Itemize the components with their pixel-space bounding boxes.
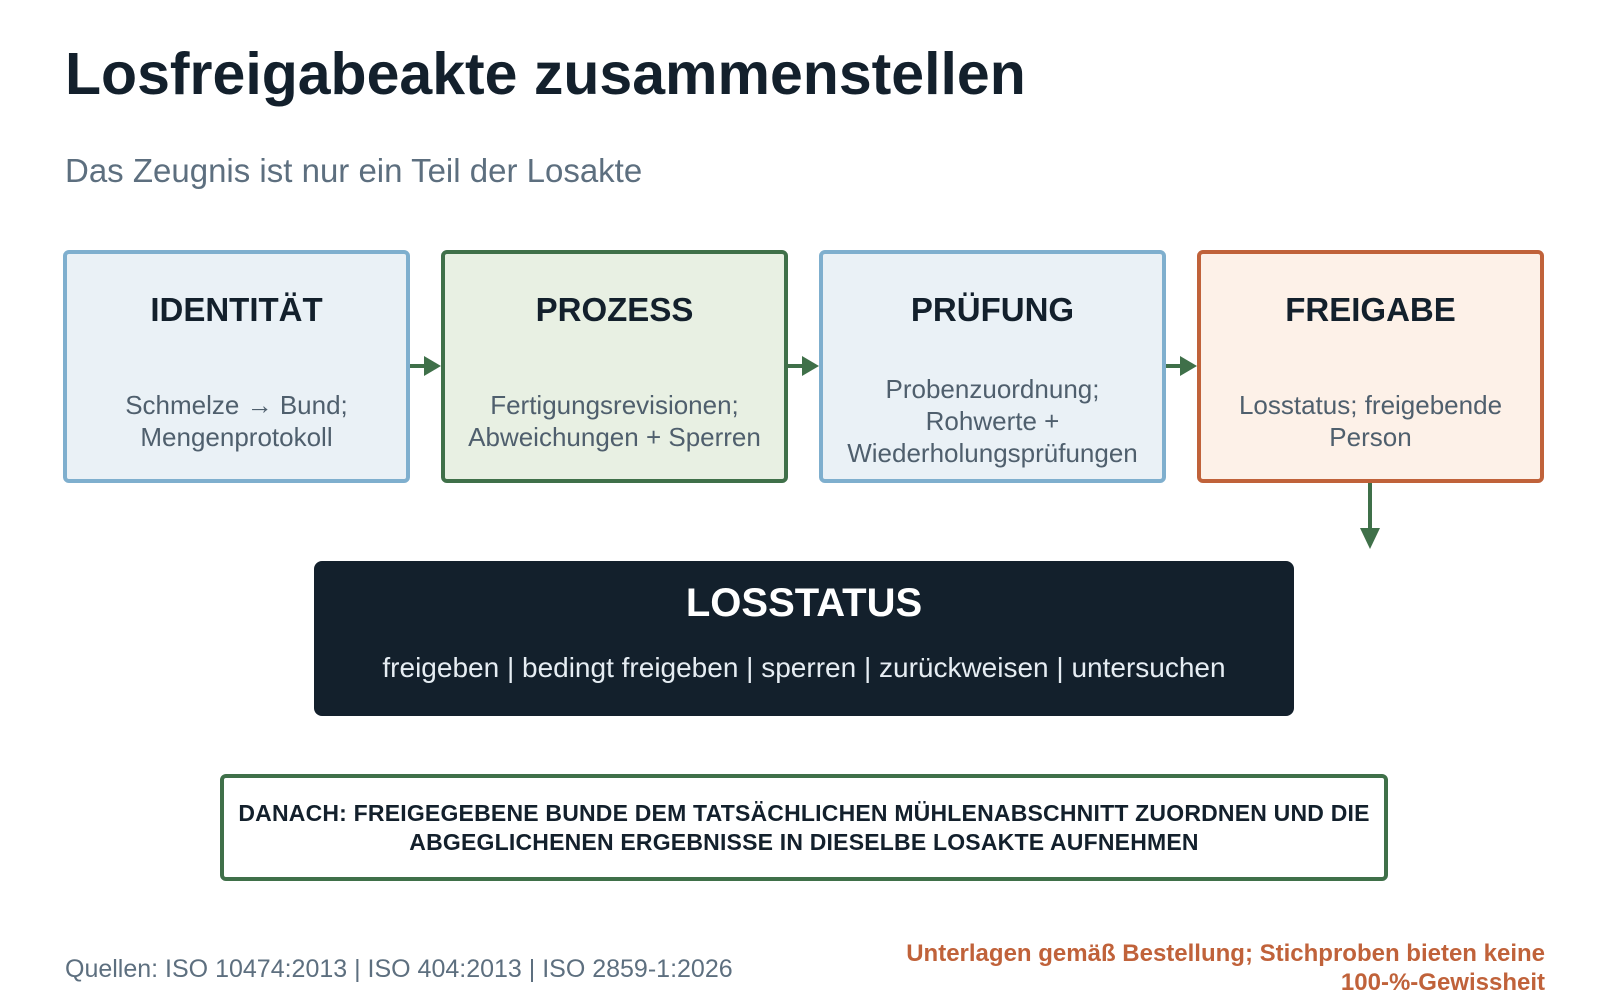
page-subtitle: Das Zeugnis ist nur ein Teil der Losakte bbox=[65, 152, 643, 189]
step-body-freigabe: Losstatus; freigebende Person bbox=[1238, 390, 1503, 452]
disclaimer-footer: Unterlagen gemäß Bestellung; Stichproben bieten keine 100-%-Gewissheit bbox=[906, 940, 1545, 996]
step-body-prozess: Fertigungsrevisionen; Abweichungen + Sperren bbox=[468, 390, 761, 452]
step-box-freigabe bbox=[1197, 250, 1544, 483]
step-body-identitaet: Schmelze → Bund; Mengenprotokoll bbox=[125, 390, 348, 452]
page-title: Losfreigabeakte zusammenstellen bbox=[65, 41, 1026, 107]
arrow-prozess-to-pruefung bbox=[788, 356, 819, 376]
losstatus-panel bbox=[314, 561, 1294, 716]
step-title-freigabe: FREIGABE bbox=[1285, 291, 1456, 328]
follow-up-note-text: DANACH: FREIGEGEBENE BUNDE DEM TATSÄCHLICHEN MÜHLENABSCHNITT ZUORDNEN UND DIE ABGEGLICHENEN ERGEBNISSE IN DIESELBE LOSAKTE AUFNEHMEN bbox=[238, 799, 1370, 855]
step-box-pruefung bbox=[819, 250, 1166, 483]
arrow-identitaet-to-prozess bbox=[410, 356, 441, 376]
step-title-pruefung: PRÜFUNG bbox=[910, 291, 1075, 328]
arrow-freigabe-down bbox=[1360, 483, 1380, 549]
step-title-prozess: PROZESS bbox=[535, 291, 694, 328]
follow-up-note bbox=[220, 774, 1388, 881]
losstatus-title: LOSSTATUS bbox=[685, 581, 923, 625]
losstatus-options: freigeben | bedingt freigeben | sperren | zurückweisen | untersuchen bbox=[382, 652, 1226, 683]
step-title-identitaet: IDENTITÄT bbox=[150, 291, 323, 328]
arrow-pruefung-to-freigabe bbox=[1166, 356, 1197, 376]
step-box-identitaet bbox=[63, 250, 410, 483]
step-body-pruefung: Probenzuordnung; Rohwerte + Wiederholungsprüfungen bbox=[847, 374, 1138, 468]
step-box-prozess bbox=[441, 250, 788, 483]
sources-footer: Quellen: ISO 10474:2013 | ISO 404:2013 | ISO 2859-1:2026 bbox=[65, 955, 733, 983]
